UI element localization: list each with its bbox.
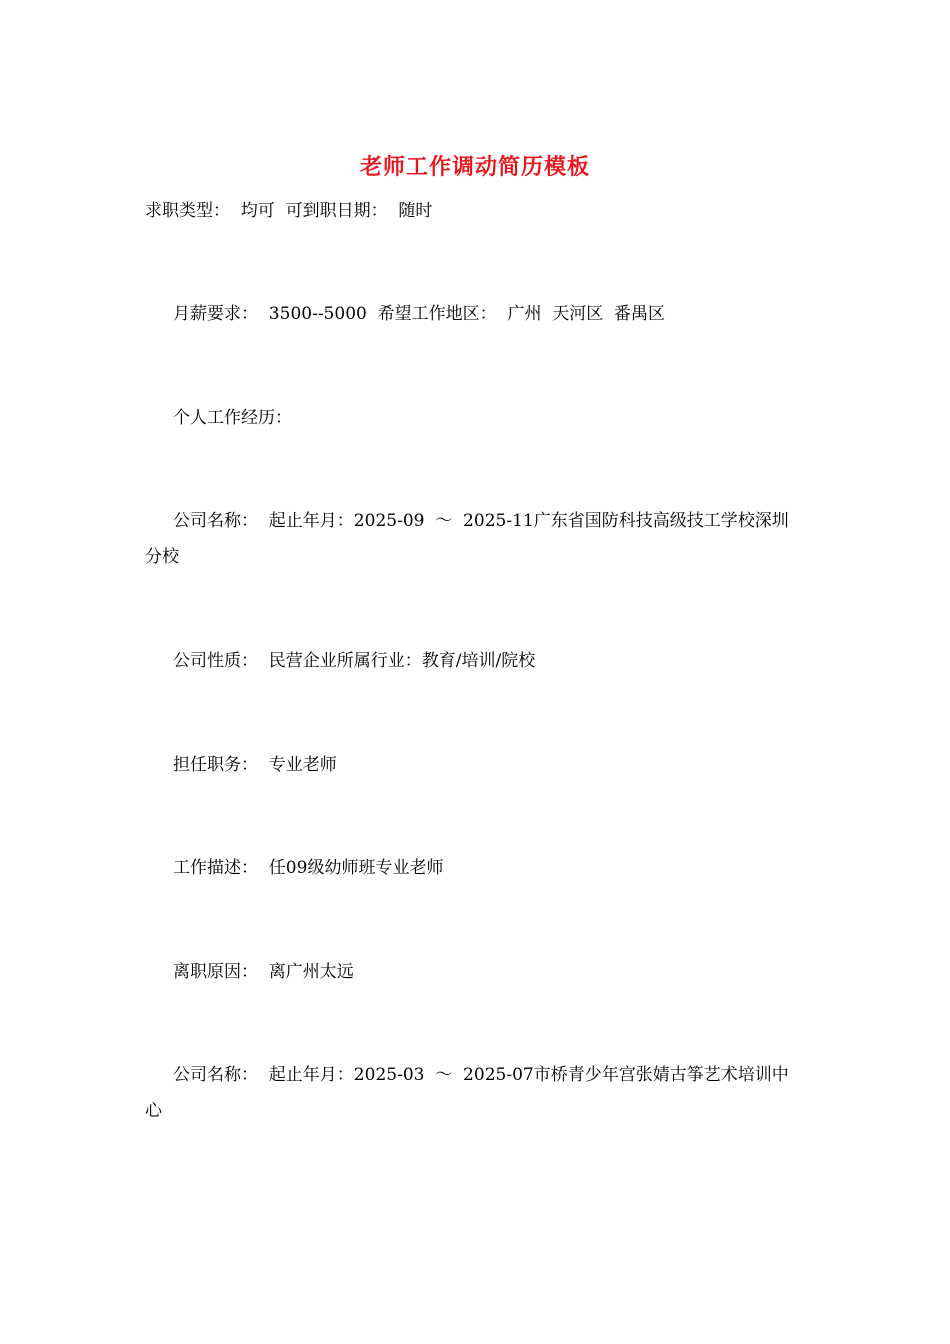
- job-type-line: 求职类型： 均可 可到职日期： 随时: [145, 201, 433, 221]
- work-history-heading: 个人工作经历：: [173, 408, 292, 428]
- company-name-line-1: 公司名称： 起止年月：2025-09 ～ 2025-11广东省国防科技高级技工学校深圳分校: [145, 511, 789, 567]
- job-description-line: 工作描述： 任09级幼师班专业老师: [173, 858, 444, 878]
- leaving-reason-line: 离职原因： 离广州太远: [173, 962, 354, 982]
- position-line: 担任职务： 专业老师: [173, 755, 337, 775]
- company-nature-line: 公司性质： 民营企业所属行业：教育/培训/院校: [173, 651, 536, 671]
- document-title: 老师工作调动简历模板: [359, 154, 590, 180]
- company-name-line-2: 公司名称： 起止年月：2025-03 ～ 2025-07市桥青少年宫张婧古筝艺术培训中心: [145, 1065, 789, 1121]
- salary-line: 月薪要求： 3500--5000 希望工作地区： 广州 天河区 番禺区: [173, 304, 666, 324]
